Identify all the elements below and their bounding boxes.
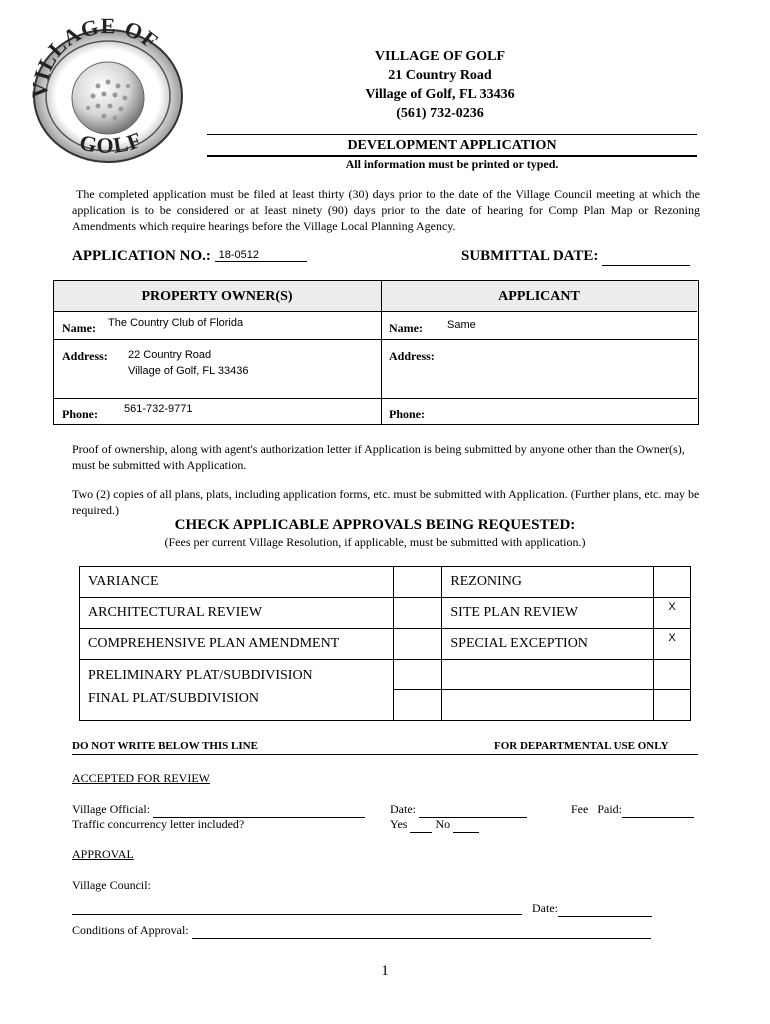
approval-variance-label: VARIANCE [80,567,394,598]
approval-plat-cell [80,660,394,721]
approvals-subheading: (Fees per current Village Resolution, if applicable, must be submitted with application.) [164,535,586,549]
conditions-field[interactable] [192,923,651,939]
accepted-date-field[interactable] [419,802,527,818]
approval-comp-plan-checkbox[interactable] [393,629,442,660]
accepted-date-row [390,802,527,818]
submittal-date-label: SUBMITTAL DATE: [461,248,599,264]
approval-row [80,660,691,721]
approval-site-plan-label: SITE PLAN REVIEW [442,598,654,629]
org-city: Village of Golf, FL 33436 [365,87,515,102]
approval-blank-label [442,660,653,690]
fee-paid-field[interactable] [622,802,694,818]
approval-special-exception-checkbox[interactable]: X [654,629,691,660]
logo-text-top: VILLAGE OF [26,16,164,99]
official-label: Village Official: [72,802,151,816]
copies-note: Two (2) copies of all plans, plats, including application forms, etc. must be submitted with Application. (Further plans, etc. may be required.) [72,487,700,517]
approval-blank-cell [442,660,654,721]
letterhead [300,47,580,123]
approval-row [80,567,691,598]
proof-note: Proof of ownership, along with agent's authorization letter if Application is being submitted by anyone other than the Owner(s), must be submitted with Application. [72,442,685,472]
fee-row [571,802,694,818]
approval-rezoning-checkbox[interactable] [654,567,691,598]
departmental-use-label: FOR DEPARTMENTAL USE ONLY [494,740,669,752]
approvals-heading: CHECK APPLICABLE APPROVALS BEING REQUESTED: [174,517,576,533]
no-field[interactable] [453,817,479,833]
approval-preliminary-plat-checkbox[interactable] [394,660,442,690]
logo-text-bottom: GOLF [77,126,146,158]
header-top-rule [207,134,697,135]
applicant-name-value[interactable]: Same [447,319,476,331]
approval-architectural-checkbox[interactable] [393,598,442,629]
applicant-name-label: Name: [389,321,423,335]
accepted-heading: ACCEPTED FOR REVIEW [72,771,210,785]
approval-final-plat-checkbox[interactable] [394,690,442,720]
approval-site-plan-checkbox[interactable]: X [654,598,691,629]
approvals-table [79,566,691,721]
applicant-address-label: Address: [389,349,435,363]
conditions-label: Conditions of Approval: [72,923,189,937]
approval-row [80,598,691,629]
org-street: 21 Country Road [388,68,492,83]
application-number-field[interactable]: 18-0512 [215,249,307,262]
official-row [72,802,365,818]
fee-label: Fee [571,802,589,816]
form-title: DEVELOPMENT APPLICATION [347,138,557,153]
council-signature-line[interactable] [72,914,522,915]
submittal-date-row [461,248,690,266]
yes-field[interactable] [410,817,432,833]
do-not-write-rule [72,754,698,755]
approval-variance-checkbox[interactable] [393,567,442,598]
org-name: VILLAGE OF GOLF [374,49,506,64]
conditions-row [72,923,651,939]
approval-preliminary-plat-label: PRELIMINARY PLAT/SUBDIVISION [88,668,313,683]
form-subtitle: All information must be printed or typed. [345,157,559,171]
approval-comp-plan-label: COMPREHENSIVE PLAN AMENDMENT [80,629,394,660]
owner-address-line2[interactable]: Village of Golf, FL 33436 [128,365,249,377]
owner-header: PROPERTY OWNER(S) [141,289,293,304]
owner-address-label: Address: [62,349,108,363]
village-logo [18,16,186,166]
approval-heading: APPROVAL [72,847,134,861]
owner-name-value[interactable]: The Country Club of Florida [108,317,244,329]
parties-table [53,280,697,425]
council-date-row [532,901,652,917]
council-date-label: Date: [532,901,558,915]
yes-label: Yes [390,817,408,831]
council-date-field[interactable] [558,901,652,917]
traffic-label: Traffic concurrency letter included? [72,817,245,831]
traffic-yes-no-row [390,817,479,833]
official-field[interactable] [153,802,365,818]
owner-name-label: Name: [62,321,96,335]
approval-architectural-label: ARCHITECTURAL REVIEW [80,598,394,629]
applicant-phone-label: Phone: [389,407,425,421]
application-number-row [72,248,307,265]
owner-phone-value[interactable]: 561-732-9771 [124,403,193,415]
approval-rezoning-label: REZONING [442,567,654,598]
applicant-header: APPLICANT [498,289,580,304]
approval-special-exception-label: SPECIAL EXCEPTION [442,629,654,660]
approval-row [80,629,691,660]
page-number: 1 [381,963,389,979]
paid-label: Paid: [597,802,622,816]
intro-paragraph: The completed application must be filed at least thirty (30) days prior to the date of the Village Council meeting at which the application is to be considered or at least ninety (90) days prior to the date of hearing for Comp Plan Map or Rezoning Amendments which require hearings before the Village Local Planning Agency. [72,187,700,233]
owner-address-line1[interactable]: 22 Country Road [128,349,212,361]
submittal-date-field[interactable] [602,248,690,266]
no-label: No [435,817,451,831]
council-label: Village Council: [72,878,151,892]
approval-blank-checkbox[interactable] [654,660,690,690]
do-not-write-label: DO NOT WRITE BELOW THIS LINE [72,740,258,752]
approval-plat-checkbox-cell [393,660,442,721]
owner-phone-label: Phone: [62,407,98,421]
accepted-date-label: Date: [390,802,416,816]
application-number-label: APPLICATION NO.: [72,248,211,264]
org-phone: (561) 732-0236 [396,106,484,121]
approval-final-plat-label: FINAL PLAT/SUBDIVISION [88,691,259,706]
approval-blank-checkbox-cell [654,660,691,721]
